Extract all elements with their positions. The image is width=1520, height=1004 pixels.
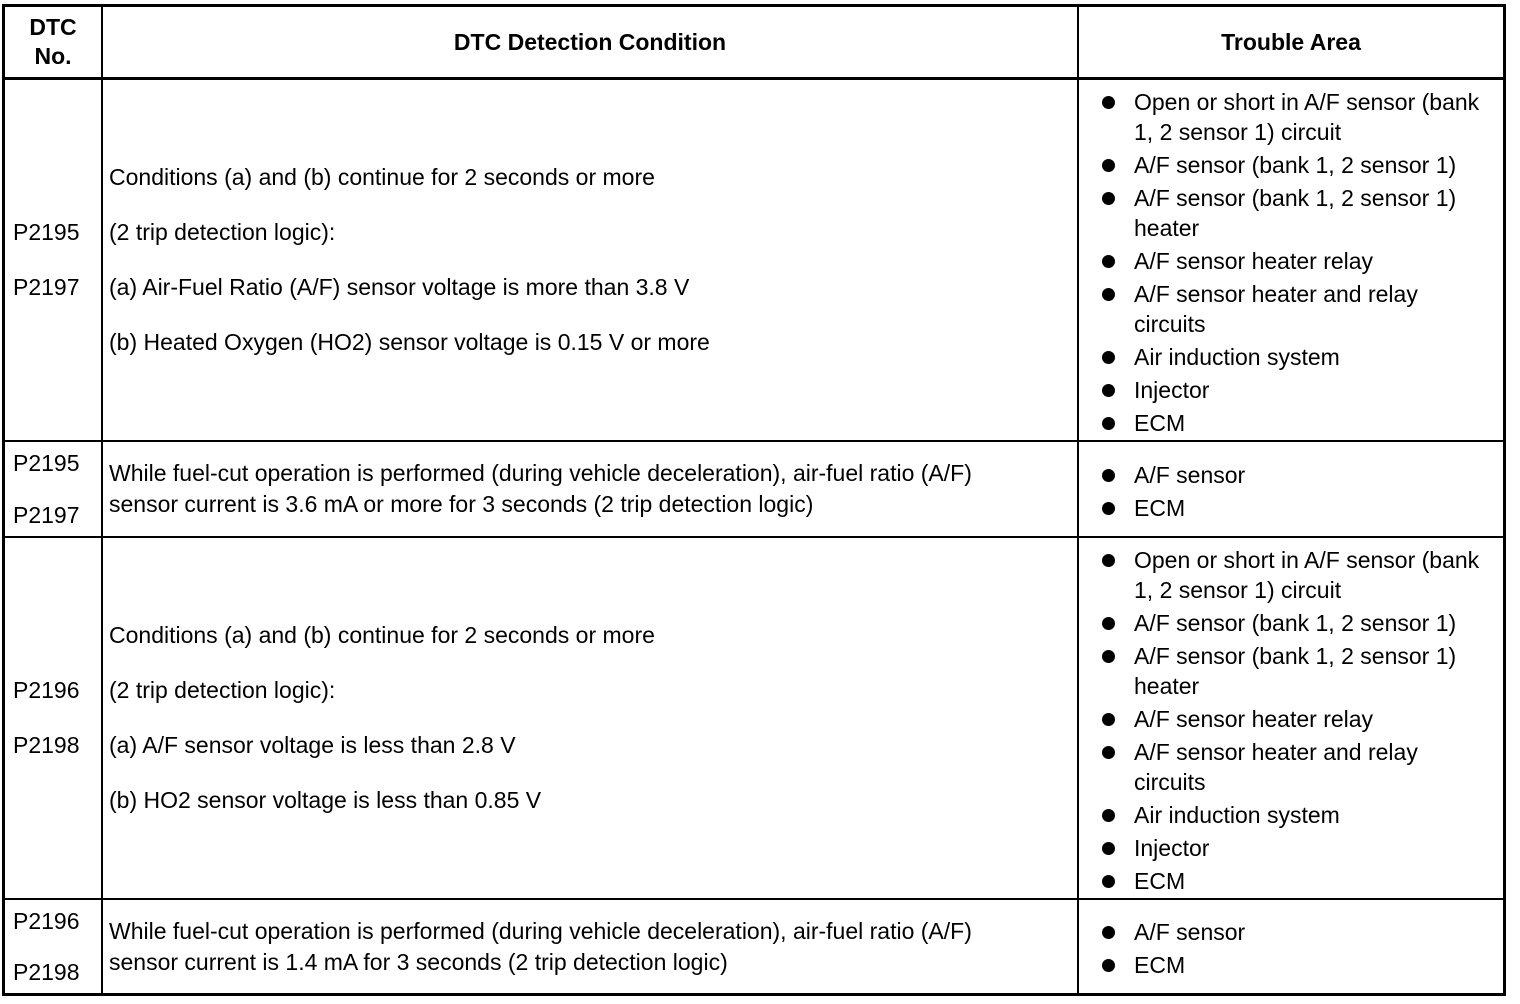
bullet-icon bbox=[1102, 713, 1115, 726]
row-4-codes bbox=[5, 900, 103, 993]
trouble-text: Air induction system bbox=[1134, 801, 1340, 828]
trouble-list bbox=[1101, 917, 1495, 983]
trouble-item bbox=[1101, 545, 1495, 605]
trouble-text: A/F sensor heater relay bbox=[1134, 705, 1374, 732]
trouble-text: Injector bbox=[1134, 376, 1210, 403]
bullet-icon bbox=[1102, 255, 1115, 268]
dtc-table bbox=[2, 4, 1506, 996]
condition-line: (a) Air-Fuel Ratio (A/F) sensor voltage is more than 3.8 V bbox=[109, 274, 690, 300]
trouble-item bbox=[1101, 150, 1495, 180]
dtc-code: P2197 bbox=[13, 502, 80, 528]
bullet-icon bbox=[1102, 384, 1115, 397]
bullet-icon bbox=[1102, 351, 1115, 364]
trouble-list bbox=[1101, 460, 1495, 526]
condition-line: sensor current is 3.6 mA or more for 3 seconds (2 trip detection logic) bbox=[109, 491, 814, 517]
trouble-text: A/F sensor (bank 1, 2 sensor 1) heater bbox=[1134, 642, 1457, 699]
dtc-code: P2198 bbox=[13, 732, 80, 758]
trouble-text: A/F sensor (bank 1, 2 sensor 1) heater bbox=[1134, 184, 1457, 241]
trouble-item bbox=[1101, 800, 1495, 830]
trouble-text: ECM bbox=[1134, 409, 1186, 436]
dtc-code: P2196 bbox=[13, 677, 80, 703]
header-dtc-no-line2: No. bbox=[34, 43, 72, 69]
condition-line: (2 trip detection logic): bbox=[109, 677, 336, 703]
trouble-item bbox=[1101, 408, 1495, 438]
trouble-text: A/F sensor bbox=[1134, 461, 1246, 488]
dtc-code: P2198 bbox=[13, 959, 80, 985]
trouble-text: Open or short in A/F sensor (bank 1, 2 sensor 1) circuit bbox=[1134, 88, 1480, 145]
trouble-item bbox=[1101, 183, 1495, 243]
trouble-item bbox=[1101, 833, 1495, 863]
trouble-text: ECM bbox=[1134, 952, 1186, 978]
trouble-text: Air induction system bbox=[1134, 343, 1340, 370]
header-dtc-no-line1: DTC bbox=[29, 14, 77, 40]
bullet-icon bbox=[1102, 469, 1115, 482]
bullet-icon bbox=[1102, 650, 1115, 663]
trouble-text: ECM bbox=[1134, 494, 1186, 521]
bullet-icon bbox=[1102, 417, 1115, 430]
row-4-trouble-area bbox=[1079, 900, 1503, 993]
row-3-condition bbox=[103, 538, 1079, 900]
trouble-text: A/F sensor (bank 1, 2 sensor 1) bbox=[1134, 609, 1457, 636]
bullet-icon bbox=[1102, 554, 1115, 567]
trouble-item bbox=[1101, 87, 1495, 147]
trouble-text: ECM bbox=[1134, 867, 1186, 894]
trouble-item bbox=[1101, 866, 1495, 896]
condition-line: While fuel-cut operation is performed (during vehicle deceleration), air-fuel ratio (A/F) bbox=[109, 460, 972, 486]
condition-line: Conditions (a) and (b) continue for 2 seconds or more bbox=[109, 164, 655, 190]
condition-line: sensor current is 1.4 mA for 3 seconds (2 trip detection logic) bbox=[109, 948, 728, 975]
trouble-item bbox=[1101, 460, 1495, 490]
dtc-code: P2197 bbox=[13, 274, 80, 300]
condition-line: While fuel-cut operation is performed (during vehicle deceleration), air-fuel ratio (A/F) bbox=[109, 917, 972, 944]
trouble-text: Injector bbox=[1134, 834, 1210, 861]
trouble-item bbox=[1101, 342, 1495, 372]
condition-line: (2 trip detection logic): bbox=[109, 219, 336, 245]
row-3-codes bbox=[5, 538, 103, 900]
trouble-text: Open or short in A/F sensor (bank 1, 2 sensor 1) circuit bbox=[1134, 546, 1480, 603]
trouble-item bbox=[1101, 950, 1495, 980]
condition-line: (b) Heated Oxygen (HO2) sensor voltage is 0.15 V or more bbox=[109, 329, 710, 355]
trouble-item bbox=[1101, 704, 1495, 734]
row-2-trouble-area bbox=[1079, 442, 1503, 538]
row-1-condition bbox=[103, 80, 1079, 442]
condition-line: (b) HO2 sensor voltage is less than 0.85 V bbox=[109, 787, 542, 813]
trouble-list bbox=[1101, 545, 1495, 899]
row-2-condition bbox=[103, 442, 1079, 538]
row-2-codes bbox=[5, 442, 103, 538]
header-condition: DTC Detection Condition bbox=[103, 7, 1079, 80]
trouble-item bbox=[1101, 608, 1495, 638]
row-3-trouble-area bbox=[1079, 538, 1503, 900]
condition-line: Conditions (a) and (b) continue for 2 seconds or more bbox=[109, 622, 655, 648]
header-trouble-area: Trouble Area bbox=[1079, 7, 1503, 80]
trouble-text: A/F sensor heater and relay circuits bbox=[1134, 738, 1418, 795]
row-1-codes bbox=[5, 80, 103, 442]
trouble-item bbox=[1101, 375, 1495, 405]
bullet-icon bbox=[1102, 288, 1115, 301]
dtc-code: P2195 bbox=[13, 219, 80, 245]
dtc-code: P2195 bbox=[13, 450, 80, 476]
trouble-item bbox=[1101, 279, 1495, 339]
trouble-item bbox=[1101, 917, 1495, 947]
bullet-icon bbox=[1102, 192, 1115, 205]
row-1-trouble-area bbox=[1079, 80, 1503, 442]
trouble-item bbox=[1101, 641, 1495, 701]
trouble-item bbox=[1101, 737, 1495, 797]
bullet-icon bbox=[1102, 875, 1115, 888]
trouble-item bbox=[1101, 493, 1495, 523]
bullet-icon bbox=[1102, 926, 1115, 939]
bullet-icon bbox=[1102, 617, 1115, 630]
condition-line: (a) A/F sensor voltage is less than 2.8 V bbox=[109, 732, 516, 758]
bullet-icon bbox=[1102, 96, 1115, 109]
bullet-icon bbox=[1102, 746, 1115, 759]
dtc-code: P2196 bbox=[13, 908, 80, 934]
trouble-list bbox=[1101, 87, 1495, 441]
bullet-icon bbox=[1102, 159, 1115, 172]
row-4-condition bbox=[103, 900, 1079, 993]
bullet-icon bbox=[1102, 502, 1115, 515]
header-dtc-no bbox=[5, 7, 103, 80]
bullet-icon bbox=[1102, 959, 1115, 972]
trouble-text: A/F sensor bbox=[1134, 919, 1246, 945]
trouble-text: A/F sensor heater relay bbox=[1134, 247, 1374, 274]
trouble-text: A/F sensor (bank 1, 2 sensor 1) bbox=[1134, 151, 1457, 178]
trouble-text: A/F sensor heater and relay circuits bbox=[1134, 280, 1418, 337]
bullet-icon bbox=[1102, 842, 1115, 855]
bullet-icon bbox=[1102, 809, 1115, 822]
trouble-item bbox=[1101, 246, 1495, 276]
